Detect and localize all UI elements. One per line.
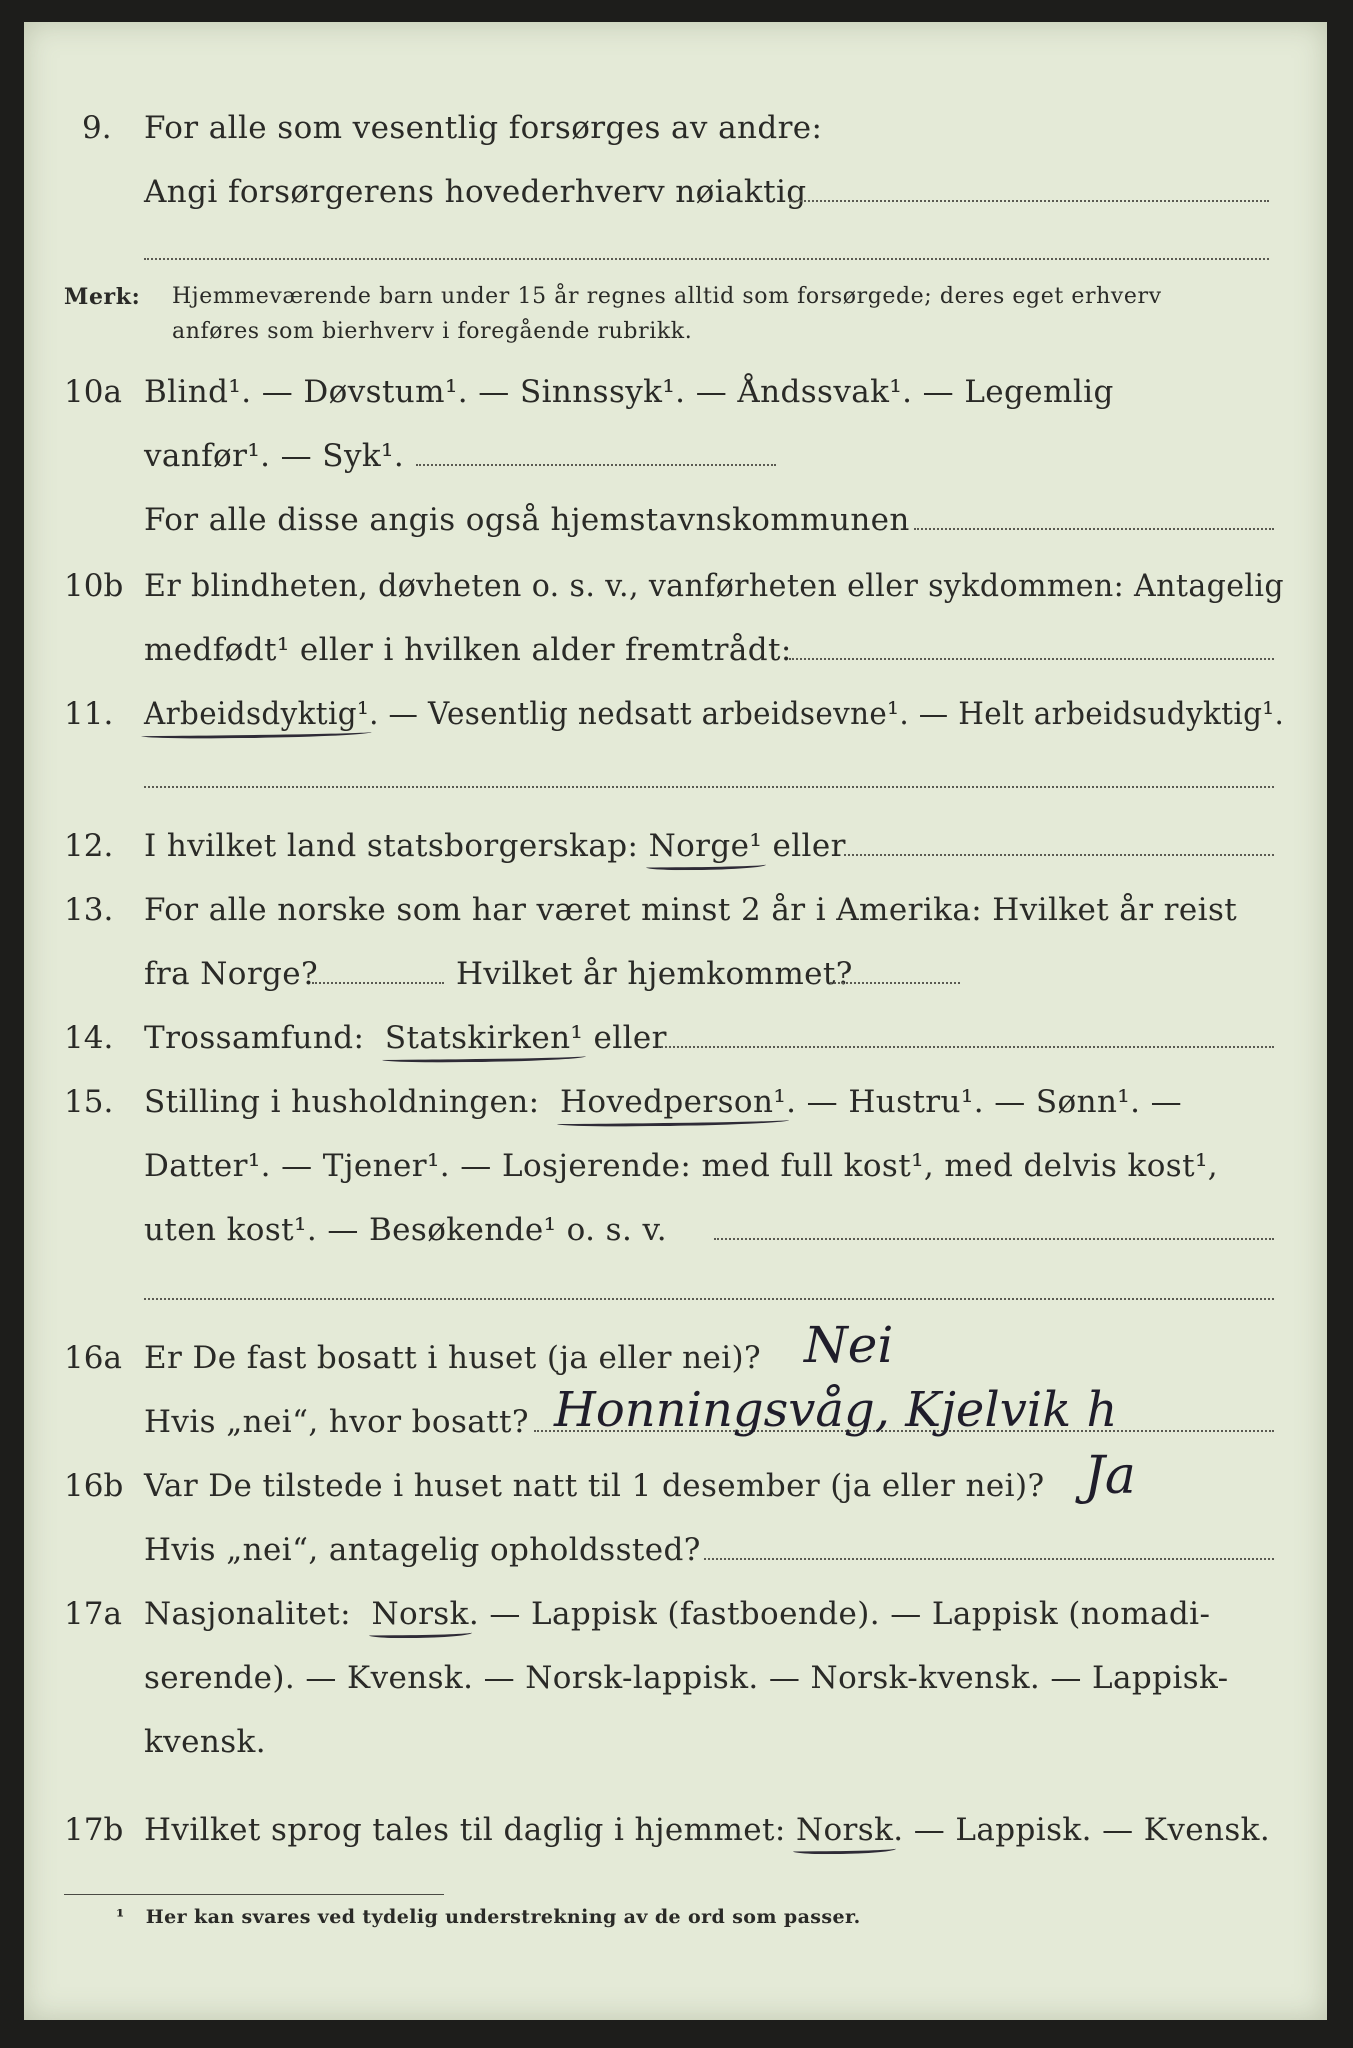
item-10b-answer-line [789,658,1274,660]
item-13-right-answer-line [830,982,960,984]
item-9-number: 9. [82,110,112,146]
item-13-left-answer-line [312,982,444,984]
item-13-number: 13. [64,892,114,928]
item-15-number: 15. [64,1084,114,1120]
item-15-underlined-option: Hovedperson¹ [559,1084,787,1120]
item-17a-number: 17a [64,1596,122,1632]
item-10b-number: 10b [64,568,124,604]
item-15-line2: Datter¹. — Tjener¹. — Losjerende: med full kost¹, med delvis kost¹, [144,1148,1219,1184]
item-11-answer-line [144,786,1274,788]
item-10a-sick-line [416,464,776,466]
item-15-line1 [144,1084,1182,1120]
item-14-eller: eller [593,1020,667,1056]
item-15-rest: . — Hustru¹. — Sønn¹. — [786,1084,1183,1120]
item-12-number: 12. [64,828,114,864]
item-10a-line2: vanfør¹. — Syk¹. [144,438,405,474]
item-10b-line1: Er blindheten, døvheten o. s. v., vanførheten eller sykdommen: Antagelig [144,568,1285,604]
item-11-rest: . — Vesentlig nedsatt arbeidsevne¹. — Helt arbeidsudyktig¹. [369,696,1285,732]
item-13-line2b: Hvilket år hjemkommet? [456,956,853,992]
item-17b-number: 17b [64,1812,124,1848]
item-10a-line3: For alle disse angis også hjemstavnskommunen [144,502,910,538]
note-line2: anføres som bierhverv i foregående rubrikk. [172,319,693,344]
item-10b-line2: medfødt¹ eller i hvilken alder fremtrådt: [144,632,792,668]
item-17b-underlined-option: Norsk [795,1812,894,1848]
item-17b-line [144,1812,1270,1848]
item-17a-underlined-option: Norsk [371,1596,469,1632]
note-label: Merk: [64,284,141,310]
item-17a-line1 [144,1596,1210,1632]
item-14-question: Trossamfund: [144,1020,365,1056]
footnote-rule [64,1894,444,1895]
item-12-line [144,828,846,864]
item-17b-question: Hvilket sprog tales til daglig i hjemmet: [144,1812,786,1848]
item-16b-answer-line [704,1558,1274,1560]
item-16a-line1: Er De fast bosatt i huset (ja eller nei)? [144,1340,762,1376]
footnote-mark: ¹ [116,1906,125,1928]
item-15-question: Stilling i husholdningen: [144,1084,540,1120]
item-11-number: 11. [64,696,114,732]
item-12-underlined-option: Norge¹ [648,828,763,864]
item-17a-question: Nasjonalitet: [144,1596,351,1632]
item-15-answer-line [714,1238,1274,1240]
item-14-number: 14. [64,1020,114,1056]
item-17a-line2: serende). — Kvensk. — Norsk-lappisk. — Norsk-kvensk. — Lappisk- [144,1660,1229,1696]
footnote-text: Her kan svares ved tydelig understrekning av de ord som passer. [145,1906,861,1928]
item-17a-rest: . — Lappisk (fastboende). — Lappisk (nomadi- [468,1596,1211,1632]
item-15-line3: uten kost¹. — Besøkende¹ o. s. v. [144,1212,667,1248]
item-12-eller: eller [772,828,846,864]
item-9-answer-line [789,200,1269,202]
item-9-line1: For alle som vesentlig forsørges av andre: [144,110,823,146]
item-11-underlined-option: Arbeidsdyktig¹ [144,696,370,732]
item-12-answer-line [844,854,1274,856]
item-16a-line2: Hvis „nei“, hvor bosatt? [144,1404,529,1440]
item-14-answer-line [658,1046,1274,1048]
item-10a-number: 10a [64,374,122,410]
item-16b-number: 16b [64,1468,124,1504]
item-16a-number: 16a [64,1340,122,1376]
census-form-page [24,22,1327,2020]
item-9-line2: Angi forsørgerens hovederhverv nøiaktig [144,174,807,210]
item-17b-rest: . — Lappisk. — Kvensk. [893,1812,1271,1848]
item-13-line1: For alle norske som har været minst 2 år i Amerika: Hvilket år reist [144,892,1238,928]
item-13-line2a: fra Norge? [144,956,319,992]
item-9-answer-line2 [144,258,1269,260]
item-16b-line2: Hvis „nei“, antagelig opholdssted? [144,1532,701,1568]
item-15-answer-line2 [144,1298,1274,1300]
item-12-question: I hvilket land statsborgerskap: [144,828,639,864]
item-10a-answer-line [914,528,1274,530]
item-14-underlined-option: Statskirken¹ [384,1020,584,1056]
item-10a-line1: Blind¹. — Døvstum¹. — Sinnssyk¹. — Åndssvak¹. — Legemlig [144,374,1114,410]
item-17a-line3: kvensk. [144,1724,266,1760]
item-16b-handwritten-answer: Ja [1084,1446,1136,1506]
item-16a-handwritten-answer: Nei [804,1316,894,1374]
footnote [116,1906,861,1928]
note-line1: Hjemmeværende barn under 15 år regnes alltid som forsørgede; deres eget erhverv [172,284,1162,309]
item-16b-line1: Var De tilstede i huset natt til 1 desember (ja eller nei)? [144,1468,1045,1504]
item-11-line [144,696,1284,732]
item-16a-handwritten-residence: Honningsvåg, Kjelvik h [554,1382,1118,1438]
item-14-line [144,1020,667,1056]
